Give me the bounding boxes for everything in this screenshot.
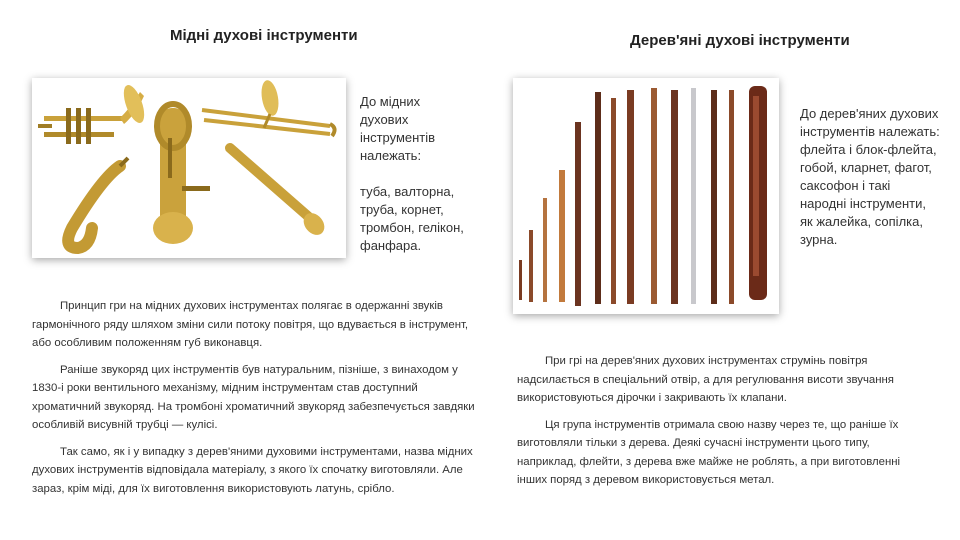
woodwind-instruments-photo [513,78,779,314]
woodwind-paragraph: Ця група інструментів отримала свою назву через те, що раніше їх виготовляли тільки з дерева. Деякі сучасні інструменти цього типу, наприклад, флейти, з дерева вже майже не роблять, а при виготовленні інших поряд з деревом використовується метал. [517,418,901,486]
woodwind-instruments-image [519,86,767,306]
brass-text-block [32,297,482,506]
soprano-saxophone-image [230,148,329,239]
euphonium-image [153,104,210,244]
woodwind-side-text: До дерев'яних духових інструментів належать: флейта і блок-флейта, гобой, кларнет, фагот, саксофон і такі народні інструменти, як жалейка, сопілка, зурна. [800,106,940,247]
trumpet-image [38,82,148,144]
brass-side-list: туба, валторна, труба, корнет, тромбон, гелікон, фанфара. [360,184,464,253]
brass-section-title: Мідні духові інструменти [170,27,358,44]
trombone-image [202,79,335,136]
woodwind-section-title: Дерев'яні духові інструменти [630,32,850,49]
brass-paragraph: Так само, як і у випадку з дерев'яними духовими інструментами, назва мідних духових інструментів відповідала матеріалу, з якого їх спочатку виготовляли. Але зараз, крім міді, для їх виготовлення використовують латунь, срібло. [32,445,473,495]
woodwind-paragraph: При грі на дерев'яних духових інструментах струмінь повітря надсилається в спеціальний отвір, а для регулювання висоти звучання використовуються дірочки і закривають їх клапани. [517,355,894,404]
brass-side-intro: До мідних духових інструментів належать: [360,94,436,163]
brass-paragraph: Раніше звукоряд цих інструментів був натуральним, пізніше, з винаходом у 1830-і роки вентильного механізму, мідним інструментам став доступний хроматичний звукоряд. На тромбоні хроматичний звукоряд забезпечується завдяки особливій висувній трубці — кулісі. [32,363,475,431]
saxophone-image [68,158,128,248]
brass-paragraph: Принцип гри на мідних духових інструментах полягає в одержанні звуків гармонічного ряду шляхом зміни сили потоку повітря, що вдувається в інструмент, або особливим положенням губ виконавця. [32,300,469,349]
woodwind-text-block [517,352,927,498]
brass-instruments-photo [32,78,346,258]
